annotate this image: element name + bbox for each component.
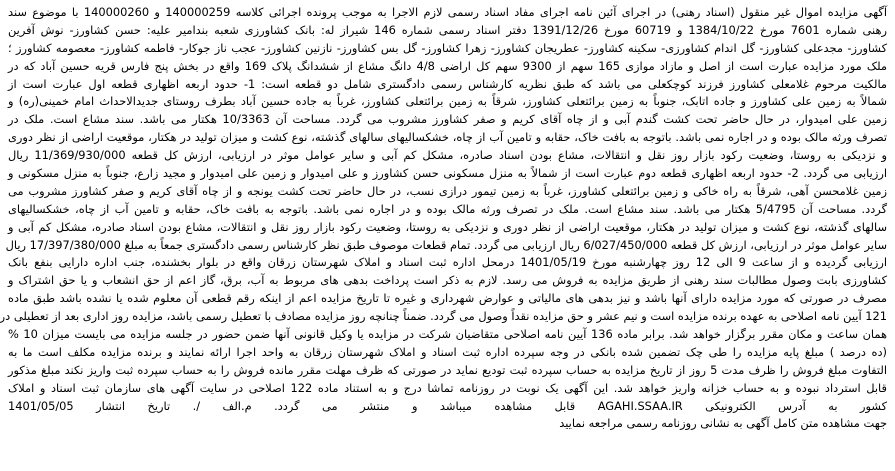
notice-line-20: (ده درصد ) مبلغ پایه مزایده را طی چک تضمین شده بانکی در وجه سپرده اداره ثبت اسناد و املاک شهرستان زرقان به واحد اجرا ارائه نمایند و برنده مزایده مکلف است ما به <box>8 344 887 359</box>
notice-line-2: رهنی شماره 7601 مورخ 1384/10/22 و 60719 مورخ 1391/12/26 دفتر اسناد رسمی شماره 146 شیراز له: بانک کشاورزی شعبه بندامیر علیه: حسن کشاورز- نوش آفرین <box>8 22 887 37</box>
notice-line-4: ملک مورد مزایده عبارت است از اصل و مازاد موازی 165 سهم از 9300 سهم کل اراضی 4/8 دانگ مشاع از ششدانگ پلاک 169 واقع در بخش پنج فارس قریه حسین آباد که در <box>8 58 887 73</box>
notice-line-23: کشور به آدرس الکترونیکی AGAHI.SSAA.IR قابل مشاهده میباشد و منتشر می گردد. م.الف /. تاریخ انتشار 1401/05/05 <box>8 398 887 413</box>
notice-line-11: زمین غلامحسن آهی، شرقاً به راه خاکی و زمین برائتعلی کشاورز، غرباً به زمین تیمور درازی نسب، در حال حاضر تحت کشت یونجه و از چاه آقای کریم و صفر کشاورز مشروب می <box>8 183 887 198</box>
notice-line-5: مالکیت مرحوم غلامعلی کشاورز فرزند کوچکعلی می باشد که طبق نظریه کارشناس رسمی دادگستری شامل دو قطعه است: 1- حدود اربعه اظهاری قطعه اول عبارت است از <box>8 76 888 91</box>
notice-line-24: جهت مشاهده متن کامل آگهی به نشانی روزنامه رسمی مراجعه نمایید <box>559 416 887 431</box>
notice-line-17: مصرف در صورتی که مورد مزایده دارای آنها باشد و نیز بدهی های مالیاتی و عوارض شهرداری و غیره تا تاریخ مزایده اعم از اینکه رقم قطعی آن معلوم شده یا نشده باشد طبق ماده <box>8 291 887 306</box>
notice-line-16: کشاورزی بابت وصول مطالبات سند رهنی از طریق مزایده به فروش می رسد. لازم به ذکر است پرداخت بدهی های مربوط به آب، برق، گاز اعم از حق انشعاب و یا حق اشتراک و <box>8 273 887 288</box>
notice-line-12: گردد. مساحت آن 5/4795 هکتار می باشد. سند مشاع است. ملک در تصرف ورثه مالک بوده و در اجاره نمی باشد. باتوجه به بافت خاک، حقابه و تامین آب از چاه، خشکسالیهای <box>8 201 887 216</box>
notice-line-22: قابل استرداد نبوده و به حساب خزانه واریز خواهد شد. این آگهی یک نوبت در روزنامه تماشا درج و به استناد ماده 122 اصلاحی در سایت آگهی های سازمان ثبت اسناد و املاک <box>8 380 887 395</box>
notice-line-18: 121 آیین نامه اصلاحی به عهده برنده مزایده است و نیم عشر و حق مزایده نقداً وصول می گردد. ضمناً چنانچه روز مزایده مصادف با تعطیل رسمی باشد، مزایده روز اداری بعد از تعطیلی در <box>0 309 887 324</box>
notice-line-6: شمالاً به زمین علی کشاورز و جاده اتابک، جنوباً به زمین برائتعلی کشاورز، شرقاً به زمین برائتعلی کشاورز، غرباً به جاده حسین آباد بطرف روستای جدیدالاحداث امام خمینی(ره) و <box>8 94 887 109</box>
notice-line-10: ارزیابی می گردد. 2- حدود اربعه اظهاری قطعه دوم عبارت است از شمالاً به منزل مسکونی حسن کشاورز و علی امیدوار و زمین علی امیدوار و مجید زارع، جنوباً به منزل مسکونی و <box>8 166 887 181</box>
notice-line-21: التفاوت مبلغ فروش را ظرف مدت 5 روز از تاریخ مزایده به حساب سپرده ثبت تودیع نماید در صورتی که ظرف مهلت مقرر مانده فروش را به حساب سپرده ثبت واریز نکند مبلغ مذکور <box>8 362 887 377</box>
notice-line-19: همان ساعت و مکان مقرر برگزار خواهد شد. برابر ماده 136 آیین نامه اصلاحی متقاضیان شرکت در مزایده یا وکیل قانونی آنها ضمن حضور در جلسه مزایده می بایست میزان 10 % <box>8 327 887 342</box>
notice-line-15: ارزیابی گردیده و از ساعت 9 الی 12 روز چهارشنبه مورخ 1401/05/19 درمحل اداره ثبت اسناد و املاک شهرستان زرقان واقع در بلوار بخشنده، جنب اداره دارایی بنفع بانک <box>8 255 887 270</box>
notice-line-9: و نزدیکی به روستا، وضعیت رکود بازار روز نقل و انتقالات، مشاع بودن اسناد صادره، مشکل کم آبی و سایر عوامل موثر در ارزیابی، ارزش کل قطعه 11/369/930/000 ریال <box>8 148 887 163</box>
notice-line-7: زمین علی امیدوار، در حال حاضر تحت کشت گندم آبی و از چاه آقای کریم و صفر کشاورز مشروب می گردد. مساحت آن 10/3363 هکتار می باشد. سند مشاع است. ملک در <box>8 112 887 127</box>
notice-line-14: سایر عوامل موثر در ارزیابی، ارزش کل قطعه 6/027/450/000 ریال ارزیابی می گردد. تمام قطعات موصوف طبق نظر کارشناس رسمی دادگستری جمعاً به مبلغ 17/397/380/000 ریال <box>5 237 887 252</box>
notice-line-8: تصرف ورثه مالک بوده و در اجاره نمی باشد. باتوجه به بافت خاک، حقابه و تامین آب از چاه، خشکسالیهای سالهای گذشته، نوع کشت و میزان تولید در هکتار، موقعیت اراضی از نظر دوری <box>8 130 887 145</box>
notice-line-13: سالهای گذشته، نوع کشت و میزان تولید در هکتار، موقعیت اراضی از نظر دوری و نزدیکی به روستا، وضعیت رکود بازار روز نقل و انتقالات، مشاع بودن اسناد صادره، مشکل کم آبی و <box>8 219 887 234</box>
notice-line-3: کشاورز- مجدعلی کشاورز- گل اندام کشاورزی- سکینه کشاورز- عطریجان کشاورز- زهرا کشاورز- گل بس کشاورز- نازنین کشاورز- عجب ناز جوکار- فاطمه کشاورز- معصومه کشاورز ؛ <box>8 40 887 55</box>
notice-line-1: آگهی مزایده اموال غیر منقول (اسناد رهنی) در اجرای آئین نامه اجرای مفاد اسناد رسمی لازم الاجرا به موجب پرونده اجرائی کلاسه 140000259 و 140000260 با موضوع سند <box>8 5 887 19</box>
